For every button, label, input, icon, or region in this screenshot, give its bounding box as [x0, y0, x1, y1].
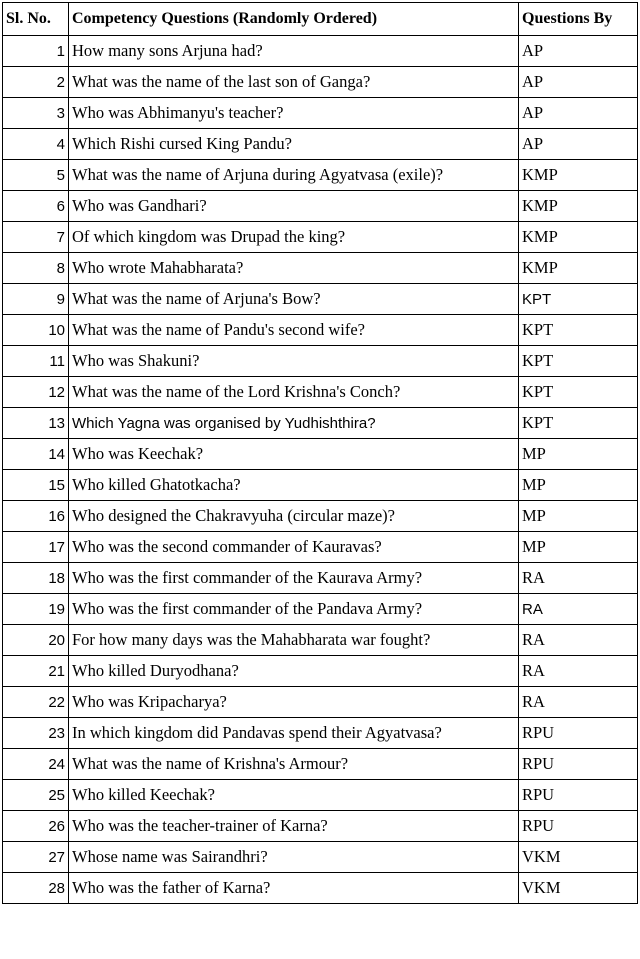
table-row	[3, 625, 638, 656]
table-row	[3, 687, 638, 718]
question-text: For how many days was the Mahabharata war fought?	[69, 625, 519, 656]
question-text: Who was the second commander of Kauravas?	[69, 532, 519, 563]
question-author: MP	[519, 501, 638, 532]
question-text: Whose name was Sairandhri?	[69, 842, 519, 873]
question-author: MP	[519, 439, 638, 470]
table-row	[3, 346, 638, 377]
serial-number: 25	[3, 780, 69, 811]
serial-number: 24	[3, 749, 69, 780]
table-row	[3, 284, 638, 315]
serial-number: 2	[3, 67, 69, 98]
serial-number: 28	[3, 873, 69, 904]
serial-number: 5	[3, 160, 69, 191]
table-row	[3, 160, 638, 191]
serial-number: 15	[3, 470, 69, 501]
table-row	[3, 594, 638, 625]
question-author: VKM	[519, 842, 638, 873]
question-author: KPT	[519, 315, 638, 346]
question-author: RA	[519, 563, 638, 594]
question-text: Who designed the Chakravyuha (circular maze)?	[69, 501, 519, 532]
question-text: What was the name of Krishna's Armour?	[69, 749, 519, 780]
table-row	[3, 253, 638, 284]
serial-number: 11	[3, 346, 69, 377]
question-text: Who was the teacher-trainer of Karna?	[69, 811, 519, 842]
question-text: Who wrote Mahabharata?	[69, 253, 519, 284]
header-questions-by: Questions By	[519, 3, 638, 36]
table-row	[3, 129, 638, 160]
serial-number: 17	[3, 532, 69, 563]
question-author: RPU	[519, 811, 638, 842]
table-row	[3, 222, 638, 253]
question-text: Who was Abhimanyu's teacher?	[69, 98, 519, 129]
serial-number: 21	[3, 656, 69, 687]
table-row	[3, 811, 638, 842]
question-text: Who was Kripacharya?	[69, 687, 519, 718]
question-author: KMP	[519, 253, 638, 284]
table-row	[3, 408, 638, 439]
serial-number: 4	[3, 129, 69, 160]
question-text: What was the name of Arjuna's Bow?	[69, 284, 519, 315]
table-row	[3, 191, 638, 222]
question-author: RA	[519, 687, 638, 718]
question-text: Who killed Ghatotkacha?	[69, 470, 519, 501]
serial-number: 9	[3, 284, 69, 315]
question-text: Who was Shakuni?	[69, 346, 519, 377]
serial-number: 26	[3, 811, 69, 842]
header-row	[3, 3, 638, 36]
serial-number: 10	[3, 315, 69, 346]
table-row	[3, 439, 638, 470]
question-text: What was the name of Arjuna during Agyatvasa (exile)?	[69, 160, 519, 191]
competency-questions-table	[2, 2, 638, 904]
table-row	[3, 36, 638, 67]
question-author: RPU	[519, 718, 638, 749]
question-author: KPT	[519, 408, 638, 439]
table-row	[3, 532, 638, 563]
table-row	[3, 98, 638, 129]
question-author: AP	[519, 129, 638, 160]
question-author: AP	[519, 36, 638, 67]
serial-number: 13	[3, 408, 69, 439]
question-author: KMP	[519, 191, 638, 222]
question-author: KMP	[519, 222, 638, 253]
serial-number: 7	[3, 222, 69, 253]
question-author: RPU	[519, 749, 638, 780]
question-text: Which Yagna was organised by Yudhishthira?	[69, 408, 519, 439]
serial-number: 20	[3, 625, 69, 656]
serial-number: 3	[3, 98, 69, 129]
header-sl-no: Sl. No.	[3, 3, 69, 36]
question-text: What was the name of Pandu's second wife?	[69, 315, 519, 346]
table-row	[3, 842, 638, 873]
question-author: KPT	[519, 377, 638, 408]
serial-number: 8	[3, 253, 69, 284]
serial-number: 14	[3, 439, 69, 470]
serial-number: 6	[3, 191, 69, 222]
serial-number: 1	[3, 36, 69, 67]
question-text: Who was Gandhari?	[69, 191, 519, 222]
question-author: AP	[519, 67, 638, 98]
serial-number: 22	[3, 687, 69, 718]
serial-number: 12	[3, 377, 69, 408]
question-author: KPT	[519, 346, 638, 377]
table-row	[3, 501, 638, 532]
table-row	[3, 563, 638, 594]
question-author: MP	[519, 470, 638, 501]
question-author: MP	[519, 532, 638, 563]
table-row	[3, 718, 638, 749]
question-text: Who was the father of Karna?	[69, 873, 519, 904]
question-text: What was the name of the last son of Ganga?	[69, 67, 519, 98]
question-author: RA	[519, 625, 638, 656]
question-author: VKM	[519, 873, 638, 904]
serial-number: 19	[3, 594, 69, 625]
question-text: Who was the first commander of the Kaurava Army?	[69, 563, 519, 594]
table-row	[3, 749, 638, 780]
serial-number: 18	[3, 563, 69, 594]
table-row	[3, 315, 638, 346]
question-text: Who was the first commander of the Pandava Army?	[69, 594, 519, 625]
table-row	[3, 377, 638, 408]
question-text: In which kingdom did Pandavas spend their Agyatvasa?	[69, 718, 519, 749]
question-text: Of which kingdom was Drupad the king?	[69, 222, 519, 253]
question-text: How many sons Arjuna had?	[69, 36, 519, 67]
serial-number: 23	[3, 718, 69, 749]
table-row	[3, 470, 638, 501]
question-author: AP	[519, 98, 638, 129]
question-author: RPU	[519, 780, 638, 811]
question-text: Who killed Duryodhana?	[69, 656, 519, 687]
serial-number: 16	[3, 501, 69, 532]
header-question: Competency Questions (Randomly Ordered)	[69, 3, 519, 36]
table-row	[3, 873, 638, 904]
question-text: Who was Keechak?	[69, 439, 519, 470]
table-row	[3, 67, 638, 98]
question-text: Who killed Keechak?	[69, 780, 519, 811]
question-author: RA	[519, 594, 638, 625]
table-row	[3, 780, 638, 811]
question-author: KPT	[519, 284, 638, 315]
question-text: What was the name of the Lord Krishna's Conch?	[69, 377, 519, 408]
question-text: Which Rishi cursed King Pandu?	[69, 129, 519, 160]
question-author: KMP	[519, 160, 638, 191]
serial-number: 27	[3, 842, 69, 873]
question-author: RA	[519, 656, 638, 687]
table-row	[3, 656, 638, 687]
